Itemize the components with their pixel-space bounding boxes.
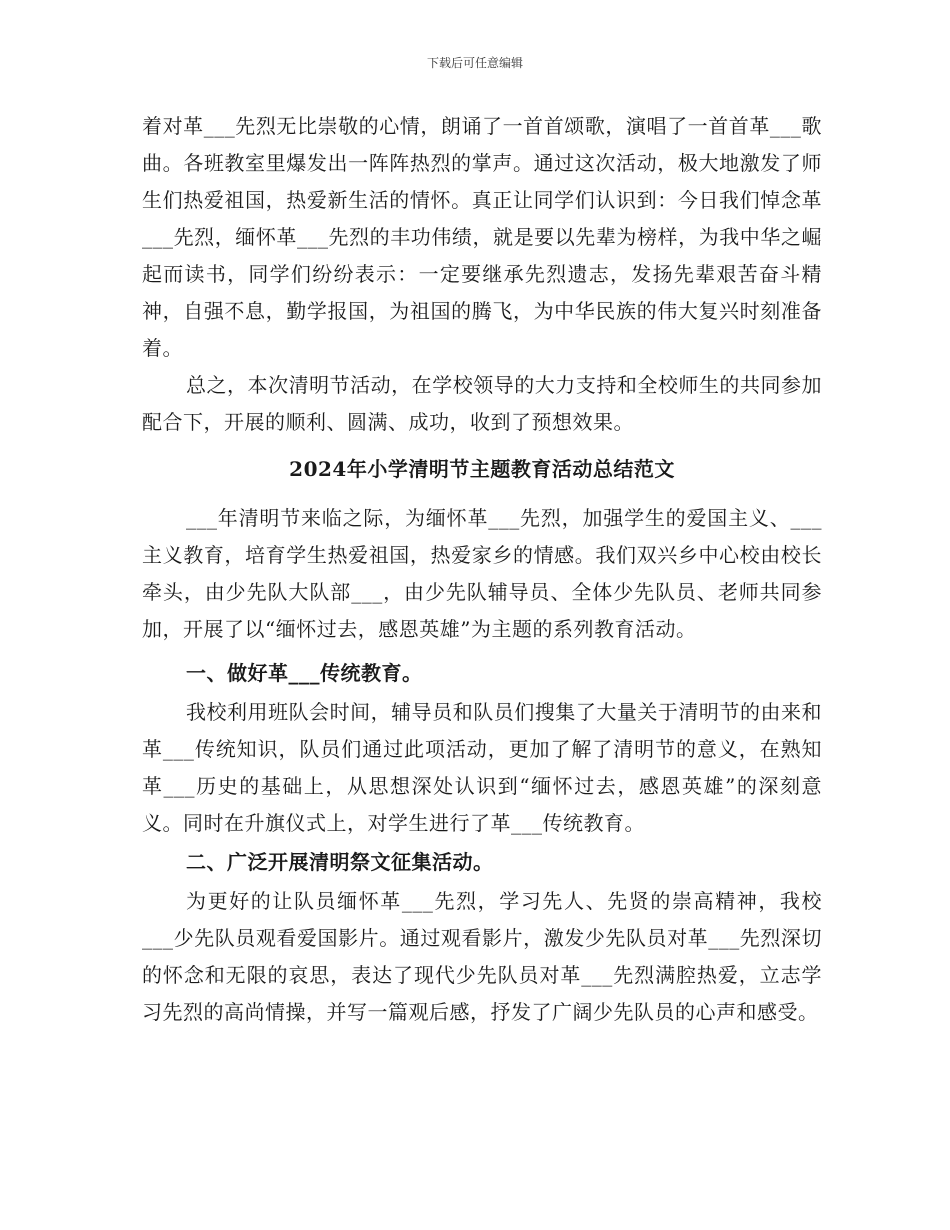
paragraph-continuation: 着对革___先烈无比崇敬的心情，朗诵了一首首颂歌，演唱了一首首革___歌曲。各班教室里爆发出一阵阵热烈的掌声。通过这次活动，极大地激发了师生们热爱祖国，热爱新生活的情怀。真正让同学们认识到：今日我们悼念革___先烈，缅怀革___先烈的丰功伟绩，就是要以先辈为榜样，为我中华之崛起而读书，同学们纷纷表示：一定要继承先烈遗志，发扬先辈艰苦奋斗精神，自强不息，勤学报国，为祖国的腾飞，为中华民族的伟大复兴时刻准备着。 [142, 114, 822, 360]
paragraph-intro: ___年清明节来临之际，为缅怀革___先烈，加强学生的爱国主义、___主义教育，培育学生热爱祖国，热爱家乡的情感。我们双兴乡中心校由校长牵头，由少先队大队部___，由少先队辅导员、全体少先队员、老师共同参加，开展了以“缅怀过去，感恩英雄”为主题的系列教育活动。 [142, 506, 822, 641]
paragraph-section-2: 为更好的让队员缅怀革___先烈，学习先人、先贤的崇高精神，我校___少先队员观看爱国影片。通过观看影片，激发少先队员对革___先烈深切的怀念和无限的哀思，表达了现代少先队员对革___先烈满腔热爱，立志学习先烈的高尚情操，并写一篇观后感，抒发了广阔少先队员的心声和感受。 [142, 889, 822, 1024]
section-heading-2: 二、广泛开展清明祭文征集活动。 [186, 850, 494, 874]
document-body [142, 108, 822, 1031]
article-title: 2024年小学清明节主题教育活动总结范文 [289, 457, 675, 481]
paragraph-section-1: 我校利用班队会时间，辅导员和队员们搜集了大量关于清明节的由来和革___传统知识，队员们通过此项活动，更加了解了清明节的意义，在熟知革___历史的基础上，从思想深处认识到“缅怀过去，感恩英雄”的深刻意义。同时在升旗仪式上，对学生进行了革___传统教育。 [142, 700, 822, 835]
paragraph-summary: 总之，本次清明节活动，在学校领导的大力支持和全校师生的共同参加配合下，开展的顺利、圆满、成功，收到了预想效果。 [142, 373, 822, 434]
section-heading-1: 一、做好革___传统教育。 [186, 661, 423, 685]
page-header-note: 下载后可任意编辑 [426, 56, 523, 70]
